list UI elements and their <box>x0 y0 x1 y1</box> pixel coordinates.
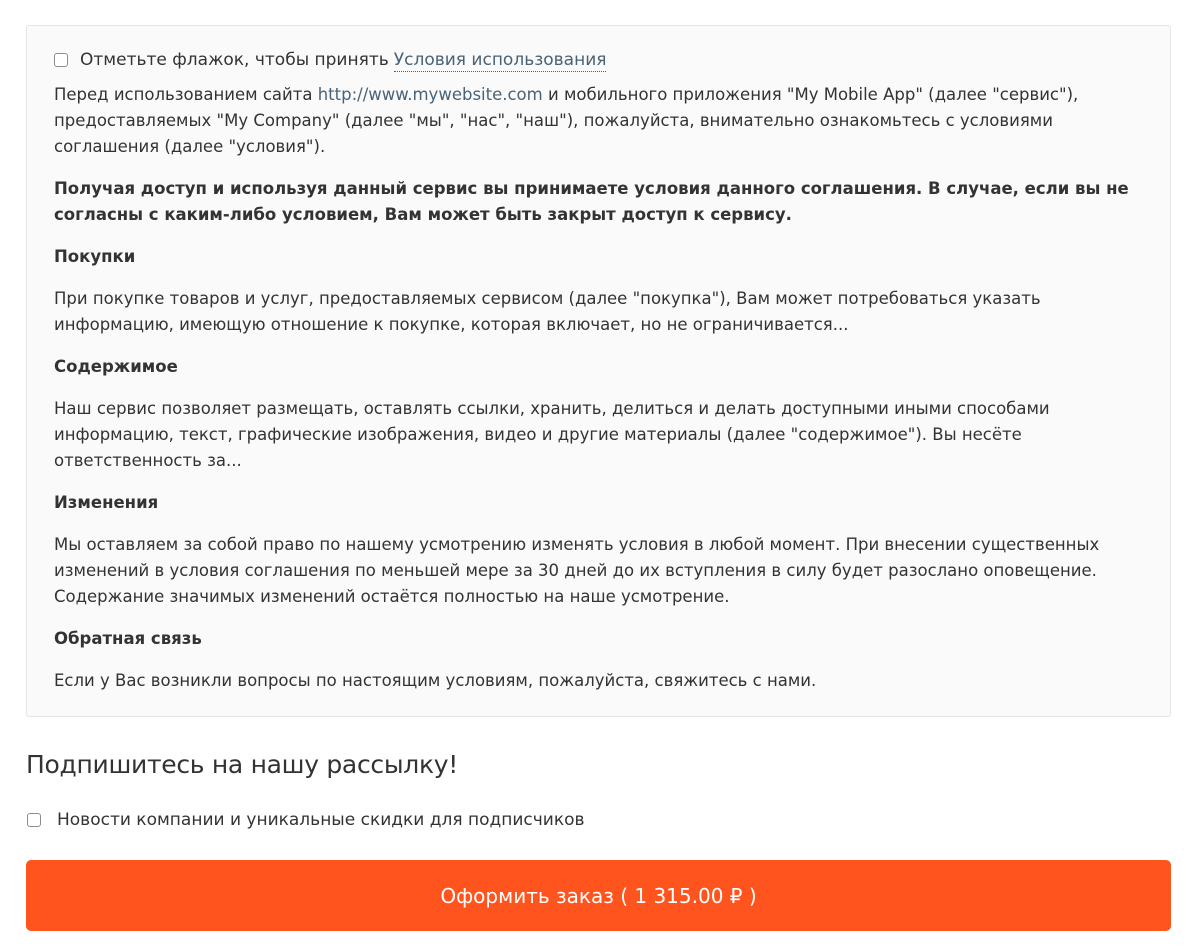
newsletter-title: Подпишитесь на нашу рассылку! <box>26 750 458 779</box>
newsletter-row <box>27 808 585 832</box>
intro-after: и мобильного приложения "My Mobile App" (далее "сервис"), предоставляемых "My Company" (далее "мы", "нас", "наш"), пожалуйста, внимательно ознакомьтесь с условиями соглашения (далее "условия"). <box>54 85 1079 156</box>
terms-text <box>54 82 1143 694</box>
accept-terms-checkbox[interactable] <box>54 53 68 67</box>
section-heading-changes: Изменения <box>54 493 159 512</box>
section-text-purchases: При покупке товаров и услуг, предоставляемых сервисом (далее "покупка"), Вам может потребоваться указать информацию, имеющую отношение к покупке, которая включает, но не ограничивается... <box>54 289 1041 334</box>
newsletter-checkbox-label: Новости компании и уникальные скидки для подписчиков <box>57 810 585 830</box>
newsletter-checkbox[interactable] <box>27 813 41 827</box>
terms-of-use-link[interactable]: Условия использования <box>393 49 607 70</box>
terms-bold-notice: Получая доступ и используя данный сервис вы принимаете условия данного соглашения. В случае, если вы не согласны с каким-либо условием, Вам может быть закрыт доступ к сервису. <box>54 179 1129 224</box>
section-heading-content: Содержимое <box>54 357 178 376</box>
section-text-feedback: Если у Вас возникли вопросы по настоящим условиям, пожалуйста, свяжитесь с нами. <box>54 671 817 690</box>
section-text-content: Наш сервис позволяет размещать, оставлять ссылки, хранить, делиться и делать доступными иными способами информацию, текст, графические изображения, видео и другие материалы (далее "содержимое"). Вы несёте ответственность за... <box>54 399 1050 470</box>
intro-before: Перед использованием сайта <box>54 85 318 104</box>
section-heading-feedback: Обратная связь <box>54 629 202 648</box>
accept-terms-label: Отметьте флажок, чтобы принять <box>80 50 389 70</box>
section-heading-purchases: Покупки <box>54 247 136 266</box>
website-link[interactable]: http://www.mywebsite.com <box>317 85 543 104</box>
terms-panel <box>26 25 1171 717</box>
section-text-changes: Мы оставляем за собой право по нашему усмотрению изменять условия в любой момент. При внесении существенных изменений в условия соглашения по меньшей мере за 30 дней до их вступления в силу будет разослано оповещение. Содержание значимых изменений остаётся полностью на наше усмотрение. <box>54 535 1100 606</box>
terms-intro <box>54 82 1143 160</box>
accept-terms-row <box>54 48 1143 72</box>
place-order-button[interactable]: Оформить заказ ( 1 315.00 ₽ ) <box>26 860 1171 931</box>
